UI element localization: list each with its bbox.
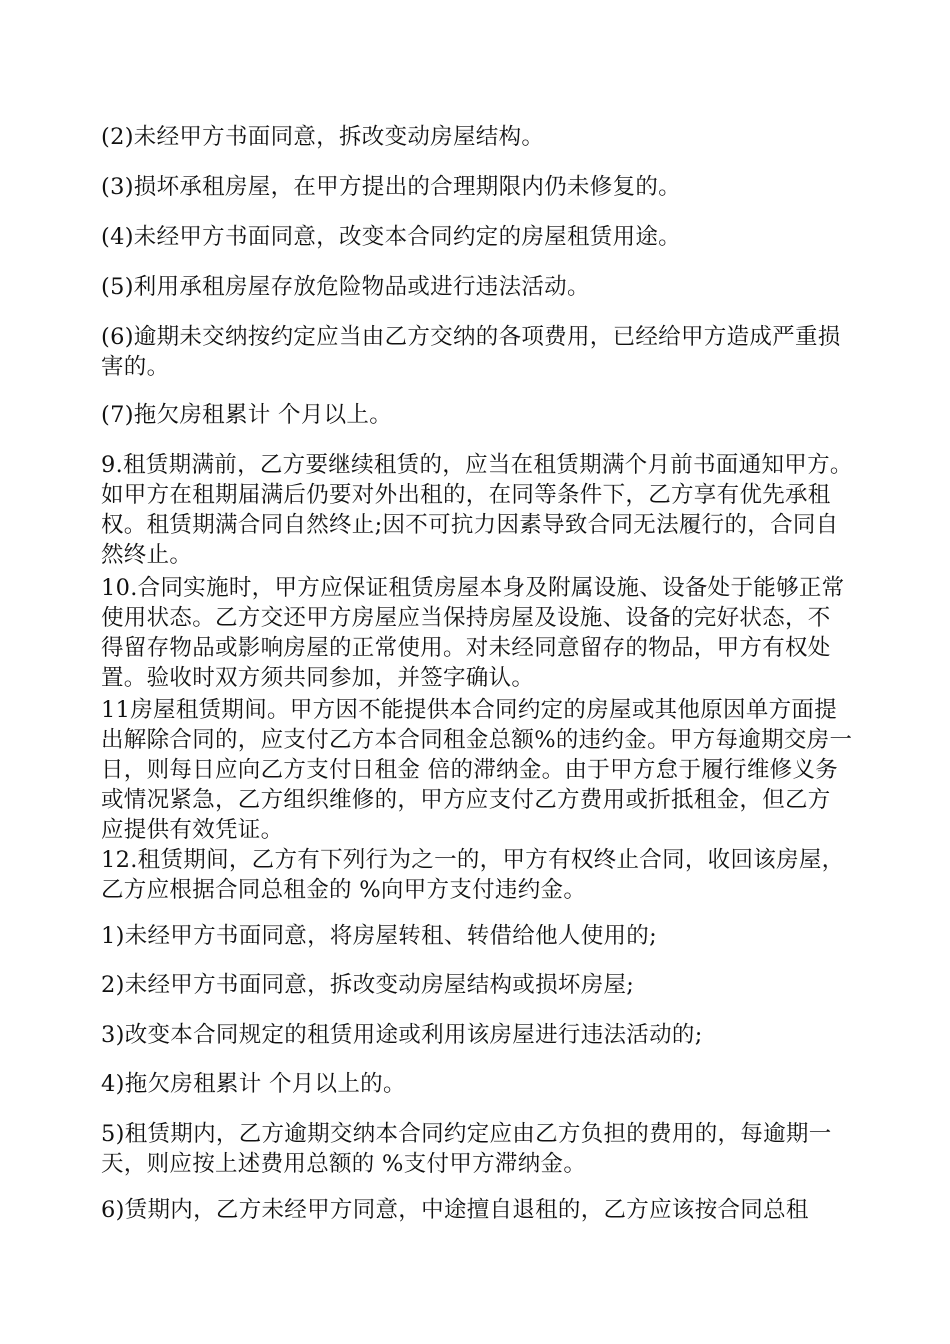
clause-paragraph: (2)未经甲方书面同意，拆改变动房屋结构。 [101, 124, 545, 150]
clause-paragraph: 12.租赁期间，乙方有下列行为之一的，甲方有权终止合同，收回该房屋，乙方应根据合同总租金的 %向甲方支付违约金。 [101, 847, 845, 903]
clause-paragraph: (6)逾期未交纳按约定应当由乙方交纳的各项费用，已经给甲方造成严重损害的。 [101, 324, 841, 380]
clause-paragraph: (5)利用承租房屋存放危险物品或进行违法活动。 [101, 274, 590, 300]
clause-paragraph: (4)未经甲方书面同意，改变本合同约定的房屋租赁用途。 [101, 224, 681, 250]
clause-paragraph: 2)未经甲方书面同意，拆改变动房屋结构或损坏房屋; [101, 972, 635, 998]
clause-paragraph: 4)拖欠房租累计 个月以上的。 [101, 1071, 406, 1097]
clause-paragraph: (7)拖欠房租累计 个月以上。 [101, 402, 393, 428]
clause-paragraph: 10.合同实施时，甲方应保证租赁房屋本身及附属设施、设备处于能够正常使用状态。乙方交还甲方房屋应当保持房屋及设施、设备的完好状态，不得留存物品或影响房屋的正常使用。对未经同意留存的物品，甲方有权处置。验收时双方须共同参加，并签字确认。 [101, 575, 845, 691]
clause-paragraph: 1)未经甲方书面同意，将房屋转租、转借给他人使用的; [101, 923, 657, 949]
clause-paragraph: 6)赁期内，乙方未经甲方同意，中途擅自退租的，乙方应该按合同总租 [101, 1197, 809, 1223]
clause-paragraph: 9.租赁期满前，乙方要继续租赁的，应当在租赁期满个月前书面通知甲方。如甲方在租期届满后仍要对外出租的，在同等条件下，乙方享有优先承租权。租赁期满合同自然终止;因不可抗力因素导致合同无法履行的，合同自然终止。 [101, 452, 853, 568]
clause-paragraph: 5)租赁期内，乙方逾期交纳本合同约定应由乙方负担的费用的，每逾期一天，则应按上述费用总额的 %支付甲方滞纳金。 [101, 1121, 832, 1177]
clause-paragraph: 11房屋租赁期间。甲方因不能提供本合同约定的房屋或其他原因单方面提出解除合同的，应支付乙方本合同租金总额%的违约金。甲方每逾期交房一日，则每日应向乙方支付日租金 倍的滞纳金。由于甲方怠于履行维修义务或情况紧急，乙方组织维修的，甲方应支付乙方费用或折抵租金，但乙方应提供有效凭证。 [101, 697, 853, 843]
clause-paragraph: 3)改变本合同规定的租赁用途或利用该房屋进行违法活动的; [101, 1022, 703, 1048]
clause-paragraph: (3)损坏承租房屋，在甲方提出的合理期限内仍未修复的。 [101, 174, 681, 200]
